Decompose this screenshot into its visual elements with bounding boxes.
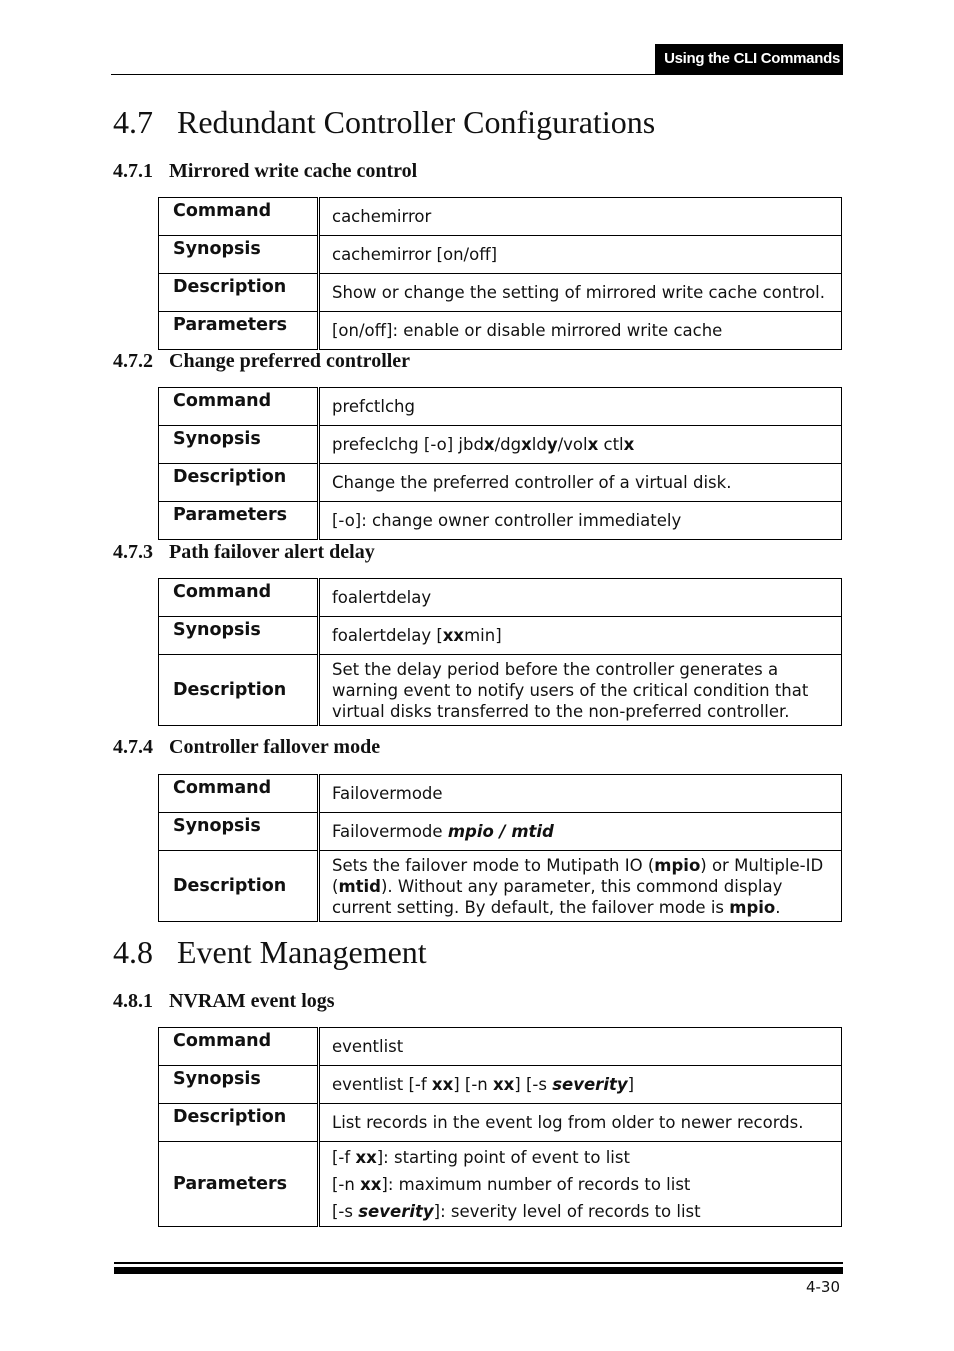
subsection-heading-4-8-1 (113, 990, 335, 1013)
synopsis-value: prefeclchg [-o] jbdx/dgxldy/volx ctlx (319, 426, 842, 464)
subsection-title: Change preferred controller (169, 350, 411, 372)
table-row-synopsis (159, 426, 842, 464)
subsection-title: Mirrored write cache control (169, 160, 418, 182)
synopsis-value: Failovermode mpio / mtid (319, 813, 842, 851)
row-label: Description (159, 1104, 319, 1142)
row-label: Description (159, 464, 319, 502)
table-row-command (159, 1028, 842, 1066)
command-value: Failovermode (319, 775, 842, 813)
subsection-number: 4.7.4 (113, 736, 153, 758)
section-number: 4.8 (113, 934, 153, 970)
row-label: Synopsis (159, 236, 319, 274)
command-table-cachemirror (158, 197, 842, 350)
subsection-heading-4-7-2 (113, 350, 410, 373)
parameter-line: [-s severity]: severity level of records to list (332, 1201, 701, 1221)
parameters-value (319, 1142, 842, 1227)
table-row-description (159, 655, 842, 726)
subsection-title: Path failover alert delay (169, 541, 375, 563)
command-table-prefctlchg (158, 387, 842, 540)
description-value: Set the delay period before the controller generates a warning event to notify users of the critical condition that virtual disks transferred to the non-preferred controller. (319, 655, 842, 726)
table-row-synopsis (159, 813, 842, 851)
section-heading-4-8 (113, 934, 427, 971)
row-label: Synopsis (159, 617, 319, 655)
parameter-line: [-n xx]: maximum number of records to list (332, 1174, 691, 1194)
command-value: cachemirror (319, 198, 842, 236)
table-row-description (159, 464, 842, 502)
subsection-number: 4.7.2 (113, 350, 153, 372)
subsection-title: Controller fallover mode (169, 736, 381, 758)
section-title: Redundant Controller Configurations (177, 104, 656, 140)
row-label: Description (159, 274, 319, 312)
synopsis-value: cachemirror [on/off] (319, 236, 842, 274)
section-title: Event Management (177, 934, 427, 970)
table-row-command (159, 198, 842, 236)
command-table-failovermode (158, 774, 842, 922)
table-row-description (159, 274, 842, 312)
subsection-heading-4-7-4 (113, 736, 380, 759)
table-row-command (159, 579, 842, 617)
table-row-synopsis (159, 236, 842, 274)
subsection-heading-4-7-1 (113, 160, 417, 183)
description-value: Sets the failover mode to Mutipath IO (mpio) or Multiple-ID (mtid). Without any parameter, this commond display current setting. By default, the failover mode is mpio. (319, 851, 842, 922)
parameters-value: [on/off]: enable or disable mirrored write cache (319, 312, 842, 350)
synopsis-value: eventlist [-f xx] [-n xx] [-s severity] (319, 1066, 842, 1104)
row-label: Command (159, 388, 319, 426)
table-row-synopsis (159, 1066, 842, 1104)
row-label: Parameters (159, 1142, 319, 1227)
page-number: 4-30 (805, 1278, 840, 1296)
table-row-command (159, 388, 842, 426)
description-value: Change the preferred controller of a virtual disk. (319, 464, 842, 502)
subsection-number: 4.7.1 (113, 160, 153, 182)
subsection-number: 4.7.3 (113, 541, 153, 563)
row-label: Synopsis (159, 426, 319, 464)
description-value: List records in the event log from older to newer records. (319, 1104, 842, 1142)
row-label: Command (159, 198, 319, 236)
command-value: eventlist (319, 1028, 842, 1066)
table-row-parameters (159, 312, 842, 350)
table-row-parameters (159, 1142, 842, 1227)
section-number: 4.7 (113, 104, 153, 140)
row-label: Synopsis (159, 813, 319, 851)
table-row-description (159, 1104, 842, 1142)
row-label: Command (159, 1028, 319, 1066)
command-table-eventlist (158, 1027, 842, 1227)
synopsis-value: foalertdelay [xxmin] (319, 617, 842, 655)
row-label: Synopsis (159, 1066, 319, 1104)
parameter-line: [-f xx]: starting point of event to list (332, 1147, 630, 1167)
footer-rule-thick (114, 1267, 843, 1274)
row-label: Command (159, 775, 319, 813)
table-row-parameters (159, 502, 842, 540)
footer-rule-thin (114, 1262, 843, 1264)
subsection-heading-4-7-3 (113, 541, 375, 564)
parameters-value: [-o]: change owner controller immediately (319, 502, 842, 540)
row-label: Parameters (159, 312, 319, 350)
command-value: foalertdelay (319, 579, 842, 617)
row-label: Description (159, 851, 319, 922)
command-table-foalertdelay (158, 578, 842, 726)
subsection-number: 4.8.1 (113, 990, 153, 1012)
table-row-command (159, 775, 842, 813)
table-row-synopsis (159, 617, 842, 655)
row-label: Command (159, 579, 319, 617)
command-value: prefctlchg (319, 388, 842, 426)
table-row-description (159, 851, 842, 922)
section-heading-4-7 (113, 104, 655, 141)
header-rule (111, 74, 843, 75)
chapter-header-tag: Using the CLI Commands (655, 44, 843, 74)
row-label: Parameters (159, 502, 319, 540)
description-value: Show or change the setting of mirrored write cache control. (319, 274, 842, 312)
row-label: Description (159, 655, 319, 726)
subsection-title: NVRAM event logs (169, 990, 335, 1012)
